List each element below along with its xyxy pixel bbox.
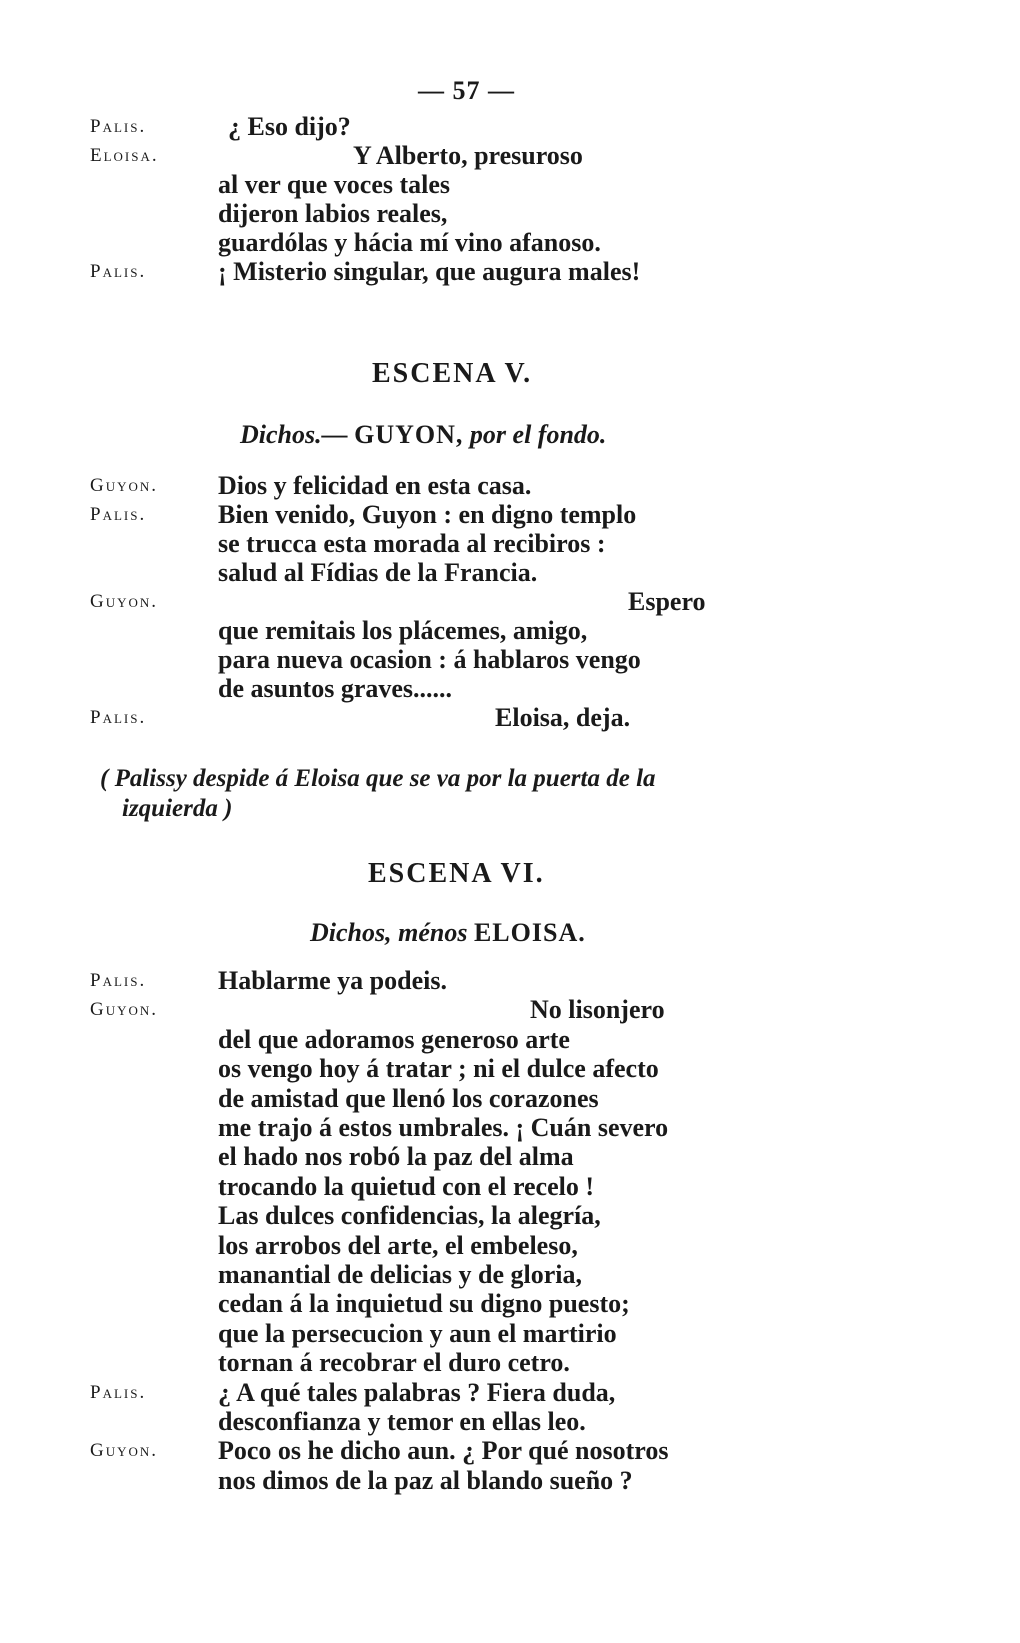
stage-direction-line-1: ( Palissy despide á Eloisa que se va por la puerta de la <box>100 765 656 792</box>
verse-text: de asuntos graves...... <box>218 674 453 703</box>
verse-text: al ver que voces tales <box>218 170 451 199</box>
verse-text: se trucca esta morada al recibiros : <box>218 529 606 558</box>
stage-dichos-menos: Dichos, ménos <box>310 918 468 947</box>
verse-text: Hablarme ya podeis. <box>218 966 447 995</box>
speaker-label: Guyon. <box>90 999 159 1021</box>
speaker-label: Eloisa. <box>90 145 159 166</box>
verse-text: para nueva ocasion : á hablaros vengo <box>218 645 641 674</box>
verse-text: Bien venido, Guyon : en digno templo <box>218 500 637 529</box>
verse-text: nos dimos de la paz al blando sueño ? <box>218 1465 633 1495</box>
verse-text: me trajo á estos umbrales. ¡ Cuán severo <box>218 1113 669 1142</box>
speaker-label: Guyon. <box>90 1440 159 1462</box>
verse-text: ¡ Misterio singular, que augura males! <box>218 257 641 286</box>
verse-text: Las dulces confidencias, la alegría, <box>218 1201 601 1231</box>
verse-text: del que adoramos generoso arte <box>218 1024 570 1054</box>
verse-text: ¿ Eso dijo? <box>228 112 351 141</box>
page-number: — 57 — <box>418 76 515 105</box>
verse-text: Espero <box>628 587 706 616</box>
verse-text: trocando la quietud con el recelo ! <box>218 1171 595 1201</box>
speaker-label: Palis. <box>90 261 147 282</box>
verse-text: ¿ A qué tales palabras ? Fiera duda, <box>218 1377 616 1407</box>
verse-text: Y Alberto, presuroso <box>353 141 583 170</box>
verse-text: os vengo hoy á tratar ; ni el dulce afecto <box>218 1054 659 1084</box>
verse-text: de amistad que llenó los corazones <box>218 1083 599 1113</box>
verse-text: Dios y felicidad en esta casa. <box>218 471 532 500</box>
scene-heading-vi: ESCENA VI. <box>368 858 545 889</box>
speaker-label: Palis. <box>90 116 147 137</box>
speaker-label: Palis. <box>90 1381 147 1403</box>
verse-text: Poco os he dicho aun. ¿ Por qué nosotros <box>218 1436 669 1466</box>
speaker-label: Guyon. <box>90 475 159 496</box>
stage-dichos: Dichos.— <box>240 420 348 449</box>
verse-text: dijeron labios reales, <box>218 199 448 228</box>
scene-heading-v: ESCENA V. <box>372 358 533 389</box>
stage-eloisa: ELOISA. <box>473 918 586 947</box>
speaker-label: Palis. <box>90 970 147 991</box>
verse-text: los arrobos del arte, el embeleso, <box>218 1230 578 1260</box>
verse-text: que remitais los plácemes, amigo, <box>218 616 588 645</box>
speaker-label: Guyon. <box>90 591 159 612</box>
stage-direction-line-2: izquierda ) <box>122 795 233 822</box>
verse-text: el hado nos robó la paz del alma <box>218 1142 574 1172</box>
speaker-label: Palis. <box>90 707 147 728</box>
verse-text: No lisonjero <box>530 995 665 1025</box>
verse-text: desconfianza y temor en ellas leo. <box>218 1407 586 1436</box>
verse-text: tornan á recobrar el duro cetro. <box>218 1348 570 1378</box>
verse-text: que la persecucion y aun el martirio <box>218 1318 617 1348</box>
stage-guyon: GUYON, <box>354 420 464 449</box>
speaker-label: Palis. <box>90 504 147 525</box>
verse-text: cedan á la inquietud su digno puesto; <box>218 1289 630 1319</box>
stage-por-el-fondo: por el fondo. <box>469 420 607 449</box>
verse-text: guardólas y hácia mí vino afanoso. <box>218 228 601 257</box>
verse-text: Eloisa, deja. <box>495 703 631 732</box>
scene-vi-stage-line <box>310 918 586 948</box>
verse-text: manantial de delicias y de gloria, <box>218 1260 582 1289</box>
verse-text: salud al Fídias de la Francia. <box>218 558 538 587</box>
scene-v-stage-line <box>240 420 606 450</box>
